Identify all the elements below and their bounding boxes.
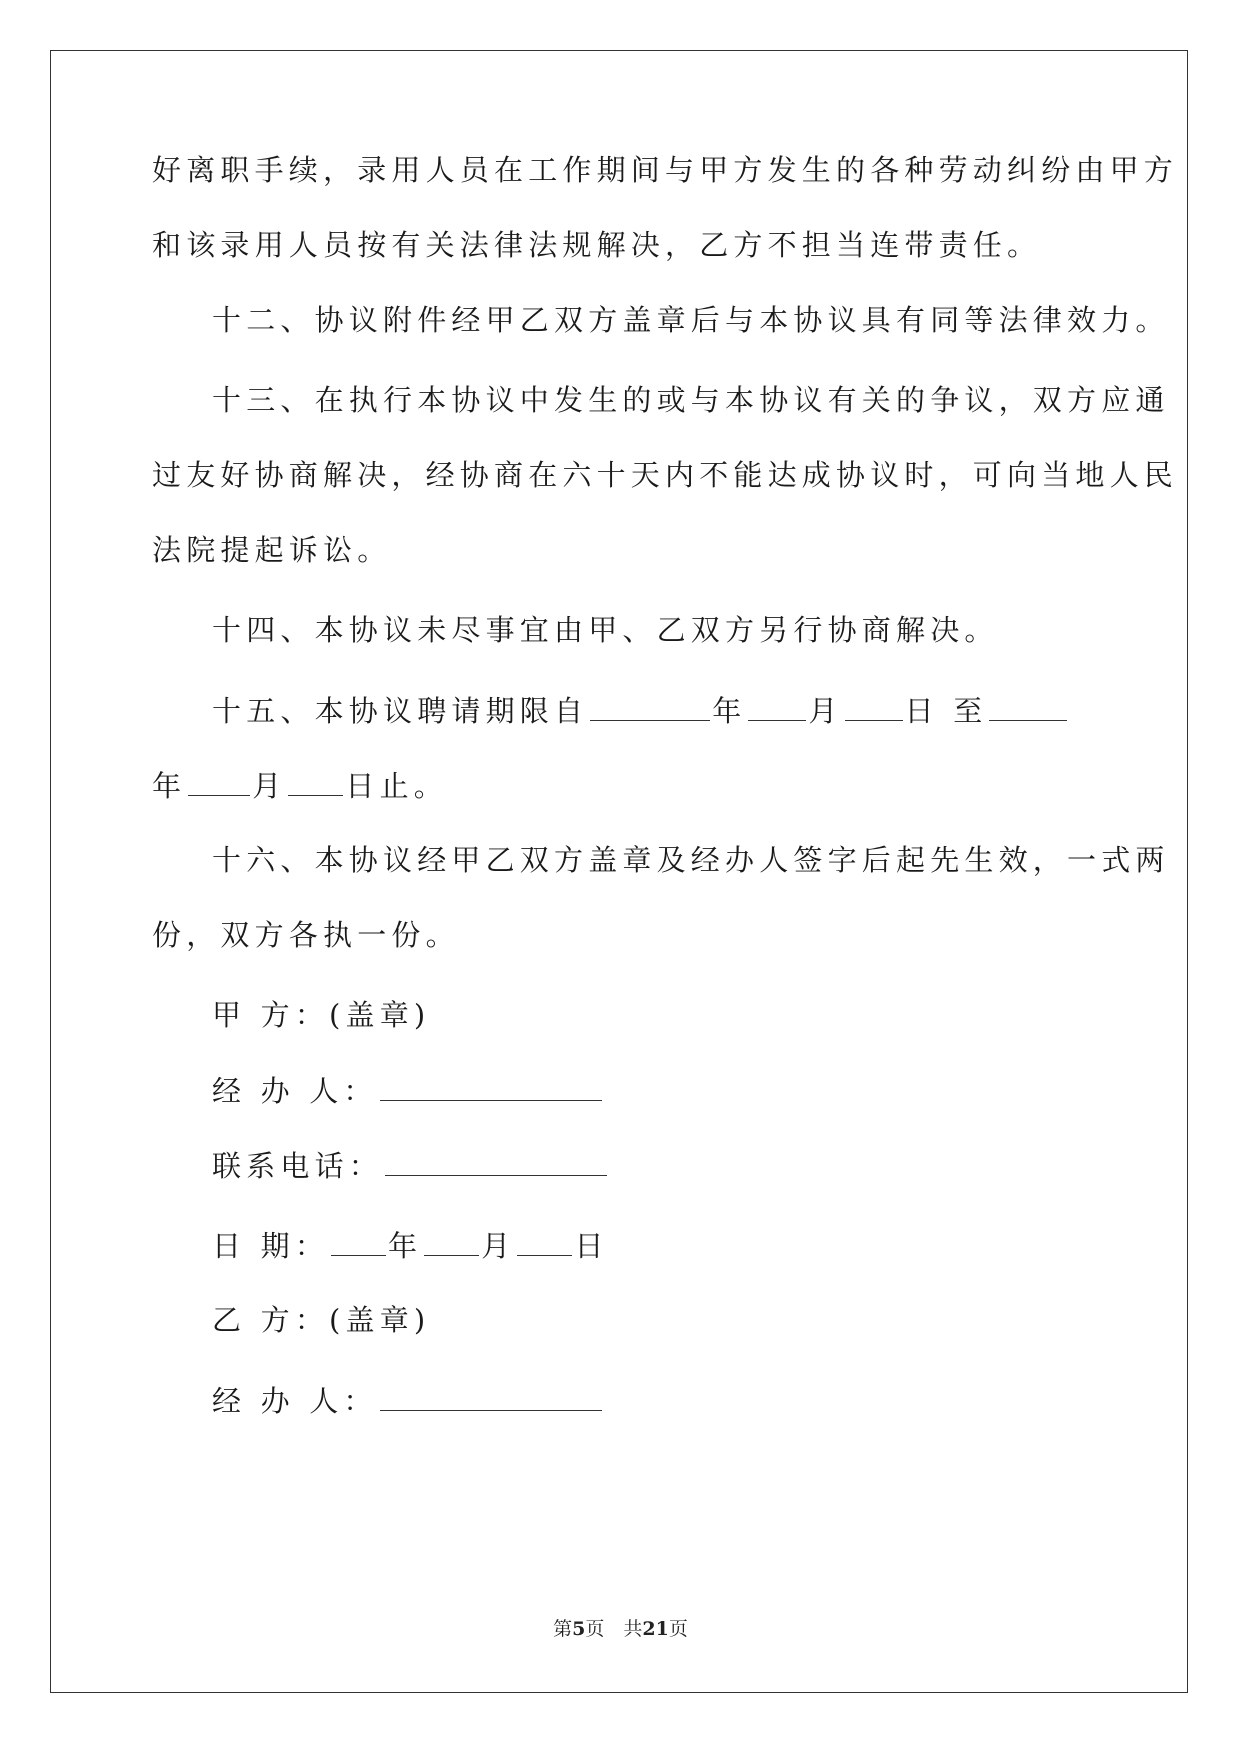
day-to-label: 日 至 (904, 694, 988, 728)
date-month-label: 月 (481, 1229, 516, 1263)
party-b-label: 乙 方：(盖章) (212, 1303, 431, 1337)
start-year-blank[interactable] (590, 690, 710, 721)
clause-16-cont: 份，双方各执一份。 (152, 918, 460, 952)
page-footer (0, 1614, 1241, 1641)
agent-b-row (212, 1380, 604, 1421)
end-day-blank[interactable] (288, 765, 343, 796)
clause-13: 十三、在执行本协议中发生的或与本协议有关的争议，双方应通 (212, 383, 1170, 417)
agent-b-signature-blank[interactable] (380, 1380, 602, 1411)
date-day-label: 日 (574, 1229, 609, 1263)
end-year-blank[interactable] (989, 690, 1067, 721)
phone-a-row (212, 1145, 609, 1186)
month-label: 月 (808, 694, 843, 728)
agent-a-signature-blank[interactable] (380, 1070, 602, 1101)
end-month-blank[interactable] (188, 765, 250, 796)
start-day-blank[interactable] (845, 690, 903, 721)
clause-13-cont-1: 过友好协商解决，经协商在六十天内不能达成协议时，可向当地人民 (152, 458, 1179, 492)
date-year-label: 年 (388, 1229, 423, 1263)
phone-a-blank[interactable] (385, 1145, 607, 1176)
date-row (212, 1225, 609, 1266)
party-a-label: 甲 方：(盖章) (212, 998, 431, 1032)
clause-15-cont (152, 765, 448, 806)
clause-15-text: 十五、本协议聘请期限自 (212, 694, 589, 728)
footer-mid: 页 共 (585, 1618, 643, 1640)
agent-a-label: 经 办 人： (212, 1074, 378, 1108)
agent-a-row (212, 1070, 604, 1111)
footer-prefix: 第 (553, 1618, 573, 1640)
footer-page-number: 5 (572, 1618, 586, 1640)
start-month-blank[interactable] (748, 690, 806, 721)
footer-total-pages: 21 (642, 1618, 669, 1640)
day-end-label: 日止。 (345, 769, 449, 803)
clause-12: 十二、协议附件经甲乙双方盖章后与本协议具有同等法律效力。 (212, 303, 1170, 337)
year-label: 年 (152, 769, 187, 803)
agent-b-label: 经 办 人： (212, 1384, 378, 1418)
phone-a-label: 联系电话： (212, 1149, 384, 1183)
date-year-blank[interactable] (331, 1225, 386, 1256)
date-label: 日 期： (212, 1229, 330, 1263)
date-day-blank[interactable] (517, 1225, 572, 1256)
clause-16: 十六、本协议经甲乙双方盖章及经办人签字后起先生效，一式两 (212, 843, 1170, 877)
body-line-2: 和该录用人员按有关法律法规解决，乙方不担当连带责任。 (152, 228, 1042, 262)
clause-14: 十四、本协议未尽事宜由甲、乙双方另行协商解决。 (212, 613, 999, 647)
month-label: 月 (252, 769, 287, 803)
body-line-1: 好离职手续，录用人员在工作期间与甲方发生的各种劳动纠纷由甲方 (152, 153, 1179, 187)
clause-15 (212, 690, 1069, 731)
date-month-blank[interactable] (424, 1225, 479, 1256)
footer-suffix: 页 (668, 1618, 688, 1640)
clause-13-cont-2: 法院提起诉讼。 (152, 533, 392, 567)
year-label: 年 (712, 694, 747, 728)
